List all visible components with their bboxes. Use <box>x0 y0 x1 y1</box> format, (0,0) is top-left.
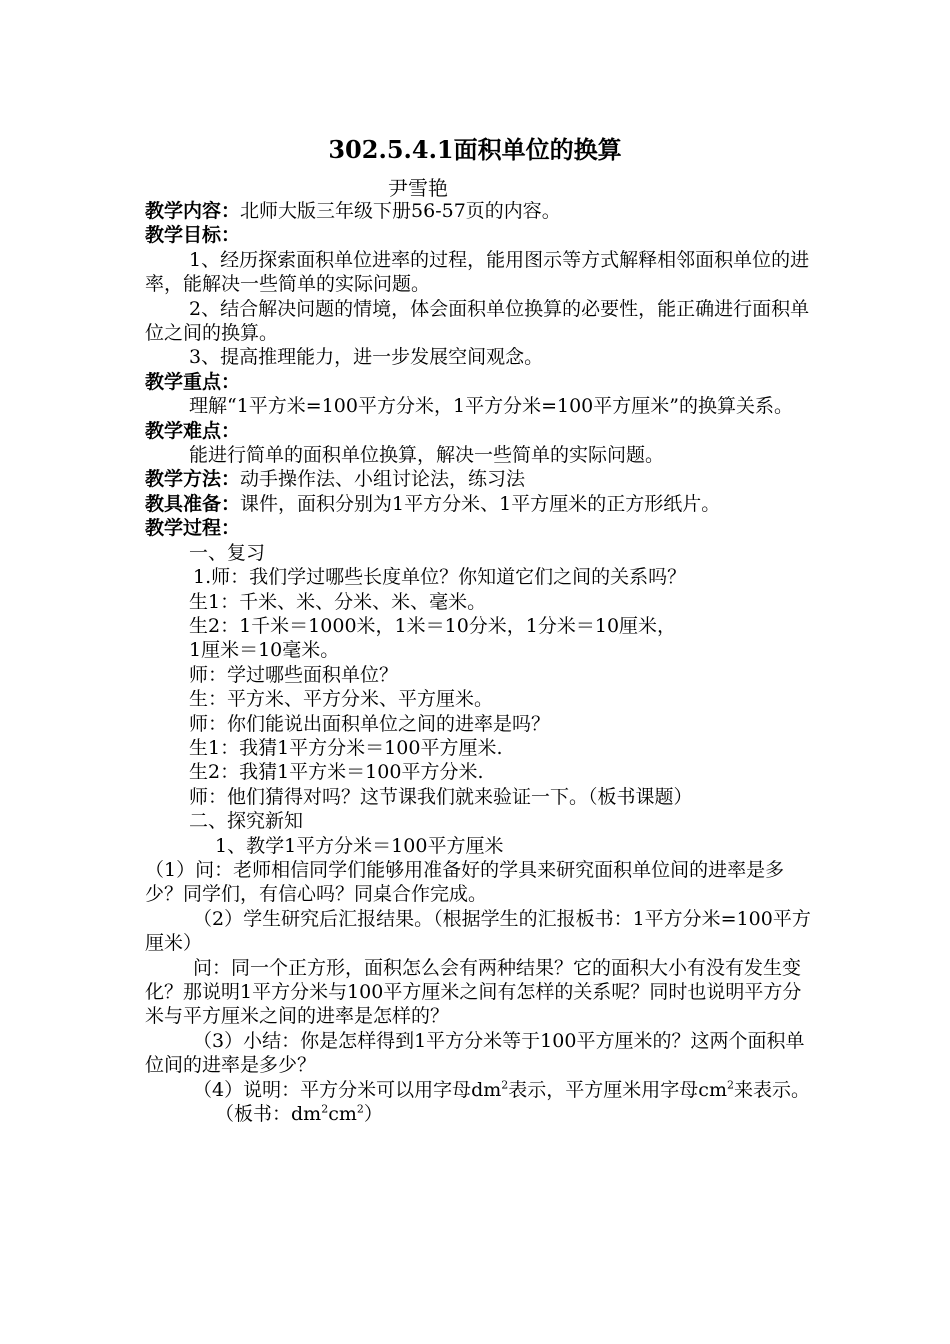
section-label: 教学方法： <box>145 468 241 491</box>
exponent: 2 <box>321 1102 329 1116</box>
explore-heading: 二、探究新知 <box>189 810 304 833</box>
note-text: 表示，平方厘米用字母 <box>508 1078 699 1101</box>
dialogue-line: 师：你们能说出面积单位之间的进率是吗？ <box>189 712 551 735</box>
dialogue-line: 师：他们猜得对吗？这节课我们就来验证一下。（板书课题） <box>189 785 693 808</box>
board-suffix: ） <box>363 1103 383 1126</box>
board-writing <box>145 1102 815 1126</box>
section-text: 理解“1平方米=100平方分米，1平方分米=100平方厘米”的换算关系。 <box>189 395 793 418</box>
goal-item: 3、提高推理能力，进一步发展空间观念。 <box>189 346 544 369</box>
section-label: 教学重点： <box>145 370 241 393</box>
teaching-methods <box>145 467 815 491</box>
goal-item: 2、结合解决问题的情境，体会面积单位换算的必要性，能正确进行面积单位之间的换算。 <box>145 297 810 345</box>
unit-dm: dm <box>471 1078 502 1101</box>
explore-paragraph: （1）问：老师相信同学们能够用准备好的学具来研究面积单位间的进率是多少？同学们，有信心吗？同桌合作完成。 <box>145 858 785 906</box>
explore-paragraph: （3）小结：你是怎样得到1平方分米等于100平方厘米的？这两个面积单位间的进率是多少？ <box>145 1029 805 1077</box>
unit-symbol-note <box>145 1078 815 1102</box>
board-prefix: （板书： <box>215 1103 292 1126</box>
dialogue-line: 1.师：我们学过哪些长度单位？你知道它们之间的关系吗？ <box>193 566 687 589</box>
exponent: 2 <box>501 1078 509 1092</box>
teaching-materials <box>145 492 815 516</box>
explore-paragraph: （2）学生研究后汇报结果。（根据学生的汇报板书：1平方分米=100平方厘米） <box>145 907 811 955</box>
lesson-plan-body <box>145 199 815 1126</box>
dialogue-line: 师：学过哪些面积单位？ <box>189 663 399 686</box>
section-text: 动手操作法、小组讨论法，练习法 <box>240 468 526 491</box>
exponent: 2 <box>356 1102 364 1116</box>
unit-dm: dm <box>291 1103 322 1126</box>
section-label: 教学内容： <box>145 200 241 222</box>
section-label: 教学难点： <box>145 419 241 442</box>
section-text: 能进行简单的面积单位换算，解决一些简单的实际问题。 <box>189 444 665 467</box>
explore-subheading: 1、教学1平方分米＝100平方厘米 <box>215 834 504 857</box>
unit-cm: cm <box>328 1103 357 1126</box>
dialogue-line: 生2：1千米＝1000米，1米＝10分米，1分米＝10厘米， <box>189 614 677 637</box>
dialogue-line: 生2：我猜1平方米＝100平方分米. <box>189 761 484 784</box>
dialogue-line: 生：平方米、平方分米、平方厘米。 <box>189 688 494 711</box>
review-heading: 一、复习 <box>189 541 266 564</box>
dialogue-line: 生1：我猜1平方分米＝100平方厘米. <box>189 736 503 759</box>
note-text: （4）说明：平方分米可以用字母 <box>193 1078 472 1101</box>
section-text: 北师大版三年级下册56-57页的内容。 <box>240 200 561 222</box>
page-title: 302.5.4.1面积单位的换算 <box>328 135 622 164</box>
author-name: 尹雪艳 <box>388 176 448 200</box>
exponent: 2 <box>726 1078 734 1092</box>
dialogue-line: 1厘米＝10毫米。 <box>189 639 340 662</box>
note-text: 来表示。 <box>733 1078 810 1101</box>
section-label: 教具准备： <box>145 492 241 515</box>
explore-paragraph: 问：同一个正方形，面积怎么会有两种结果？它的面积大小有没有发生变化？那说明1平方分米与100平方厘米之间有怎样的关系呢？同时也说明平方分米与平方厘米之间的进率是怎样的？ <box>145 956 802 1028</box>
section-label: 教学目标： <box>145 224 241 247</box>
unit-cm: cm <box>698 1078 727 1101</box>
dialogue-line: 生1：千米、米、分米、米、毫米。 <box>189 590 487 613</box>
section-text: 课件，面积分别为1平方分米、1平方厘米的正方形纸片。 <box>240 492 721 515</box>
teaching-content <box>145 199 815 223</box>
goal-item: 1、经历探索面积单位进率的过程，能用图示等方式解释相邻面积单位的进率，能解决一些简单的实际问题。 <box>145 248 810 296</box>
section-label: 教学过程： <box>145 517 241 540</box>
